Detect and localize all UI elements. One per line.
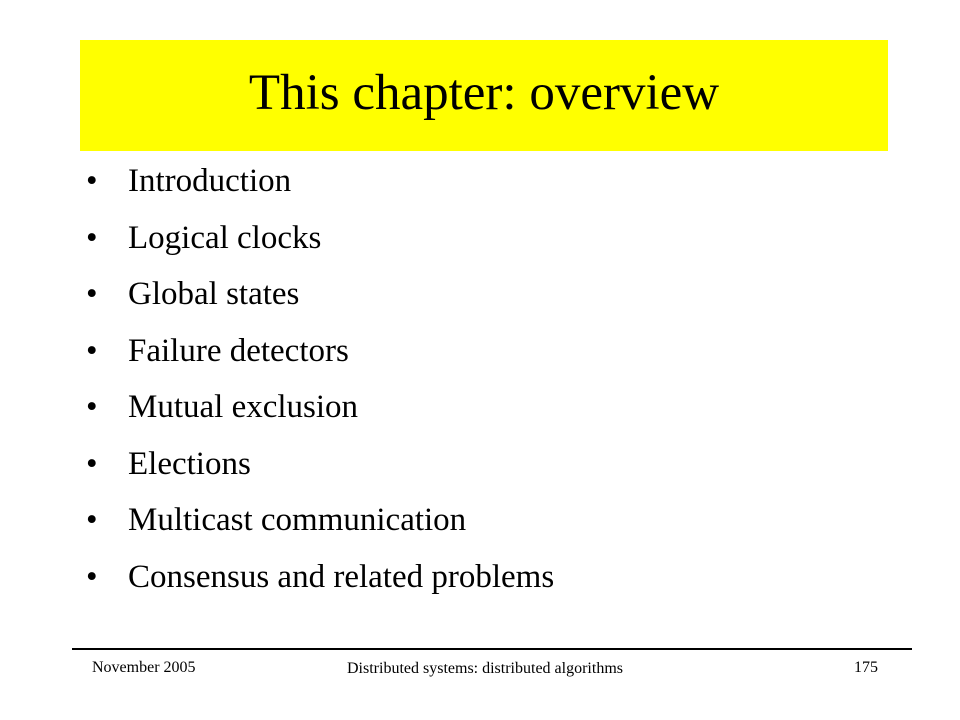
footer-page-number: 175 bbox=[854, 659, 878, 676]
footer-date: November 2005 bbox=[92, 659, 196, 676]
bullet-text: Introduction bbox=[128, 163, 292, 199]
footer-divider bbox=[72, 648, 912, 650]
bullet-icon: • bbox=[86, 163, 98, 199]
bullet-item bbox=[86, 549, 554, 606]
bullet-text: Logical clocks bbox=[128, 219, 322, 256]
bullet-item bbox=[86, 323, 554, 380]
bullet-item bbox=[86, 153, 554, 210]
bullet-icon: • bbox=[86, 219, 98, 256]
bullet-icon: • bbox=[86, 389, 98, 425]
footer-course-title: Distributed systems: distributed algorithms bbox=[347, 660, 623, 677]
bullet-text: Multicast communication bbox=[128, 502, 467, 538]
bullet-item bbox=[86, 492, 554, 549]
bullet-icon: • bbox=[86, 502, 98, 538]
bullet-icon: • bbox=[86, 276, 98, 312]
bullet-text: Failure detectors bbox=[128, 332, 349, 369]
bullet-text: Elections bbox=[128, 445, 251, 482]
bullet-icon: • bbox=[86, 332, 98, 369]
bullet-item bbox=[86, 266, 554, 323]
bullet-item bbox=[86, 436, 554, 493]
bullet-text: Mutual exclusion bbox=[128, 389, 359, 425]
slide-title: This chapter: overview bbox=[248, 65, 720, 121]
bullet-icon: • bbox=[86, 445, 98, 482]
bullet-icon: • bbox=[86, 558, 98, 595]
bullet-item bbox=[86, 379, 554, 436]
bullet-text: Global states bbox=[128, 276, 300, 312]
title-banner bbox=[80, 40, 888, 151]
bullet-text: Consensus and related problems bbox=[128, 558, 555, 595]
bullet-list bbox=[86, 153, 554, 605]
bullet-item bbox=[86, 210, 554, 267]
